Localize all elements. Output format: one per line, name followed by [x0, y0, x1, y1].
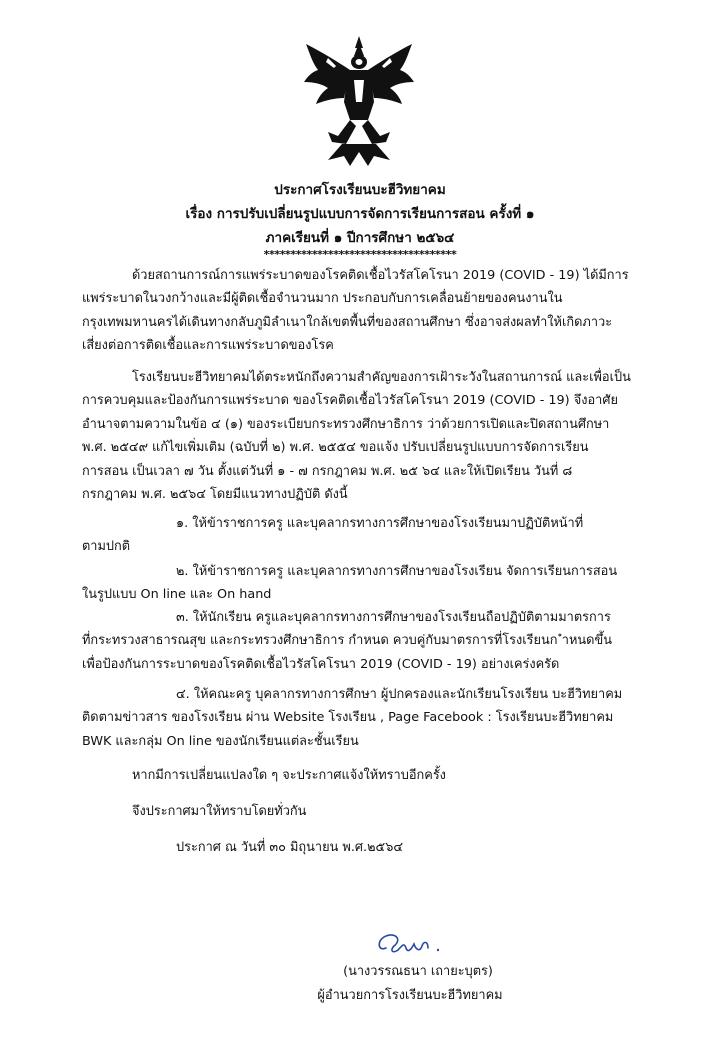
- guideline-line: ในรูปแบบ On line และ On hand: [82, 587, 272, 603]
- guideline-item-3: [82, 606, 657, 676]
- garuda-emblem-icon: [298, 32, 420, 170]
- announcement-subject: เรื่อง การปรับเปลี่ยนรูปแบบการจัดการเรียนการสอน ครั้งที่ ๑: [185, 206, 535, 222]
- handwritten-signature: [372, 926, 442, 960]
- paragraph-line: พ.ศ. ๒๕๔๙ แก้ไขเพิ่มเติม (ฉบับที่ ๒) พ.ศ. ๒๕๕๔ ขอแจ้ง ปรับเปลี่ยนรูปแบบการจัดการเรียน: [82, 440, 589, 456]
- announcement-date: ประกาศ ณ วันที่ ๓๐ มิถุนายน พ.ศ.๒๕๖๔: [176, 840, 404, 855]
- guideline-line: ตามปกติ: [82, 539, 131, 555]
- notice-general: จึงประกาศมาให้ทราบโดยทั่วกัน: [132, 804, 307, 819]
- paragraph-line: การสอน เป็นเวลา ๗ วัน ตั้งแต่วันที่ ๑ - ๗ กรกฎาคม พ.ศ. ๒๕ ๖๔ และให้เปิดเรียน วันที่ ๘: [82, 463, 573, 479]
- guideline-line: ๒. ให้ข้าราชการครู และบุคลากรทางการศึกษาของโรงเรียน จัดการเรียนการสอน: [176, 564, 618, 579]
- signer-name: (นางวรรณธนา เถายะบุตร): [343, 964, 493, 979]
- guideline-item-4: [82, 683, 657, 753]
- guideline-line: ๔. ให้คณะครู บุคลากรทางการศึกษา ผู้ปกครองและนักเรียนโรงเรียน บะฮีวิทยาคม: [176, 687, 623, 702]
- paragraph-line: อำนาจตามความในข้อ ๔ (๑) ของระเบียบกระทรวงศึกษาธิการ ว่าด้วยการเปิดและปิดสถานศึกษา: [82, 416, 610, 432]
- signer-position: ผู้อำนวยการโรงเรียนบะฮีวิทยาคม: [317, 988, 503, 1003]
- paragraph-line: กรกฎาคม พ.ศ. ๒๕๖๔ โดยมีแนวทางปฏิบัติ ดังนี้: [82, 487, 348, 503]
- paragraph-line: กรุงเทพมหานครได้เดินทางกลับภูมิลำเนาใกล้เขตพื้นที่ของสถานศึกษา ซึ่งอาจส่งผลทำให้เกิดภาวะ: [82, 314, 613, 330]
- paragraph-line: การควบคุมและป้องกันการแพร่ระบาด ของโรคติดเชื้อไวรัสโคโรนา 2019 (COVID - 19) จึงอาศัย: [82, 393, 618, 409]
- guideline-line: เพื่อป้องกันการระบาดของโรคติดเชื้อไวรัสโคโรนา 2019 (COVID - 19) อย่างเคร่งครัด: [82, 656, 560, 672]
- announcement-term: ภาคเรียนที่ ๑ ปีการศึกษา ๒๕๖๔: [265, 230, 455, 246]
- guideline-item-1: [82, 512, 657, 559]
- guideline-line: ติดตามข่าวสาร ของโรงเรียน ผ่าน Website โรงเรียน , Page Facebook : โรงเรียนบะฮีวิทยาคม: [82, 710, 614, 726]
- guideline-line: ๓. ให้นักเรียน ครูและบุคลากรทางการศึกษาของโรงเรียนถือปฏิบัติตามมาตรการ: [176, 610, 611, 625]
- paragraph-line: โรงเรียนบะฮีวิทยาคมได้ตระหนักถึงความสำคัญของการเฝ้าระวังในสถานการณ์ และเพื่อเป็น: [132, 370, 631, 385]
- guideline-line: ๑. ให้ข้าราชการครู และบุคลากรทางการศึกษาของโรงเรียนมาปฏิบัติหน้าที่: [176, 516, 584, 531]
- separator-line: ************************************: [263, 248, 457, 261]
- paragraph-line: แพร่ระบาดในวงกว้างและมีผู้ติดเชื้อจำนวนมาก ประกอบกับการเคลื่อนย้ายของคนงานใน: [82, 291, 563, 307]
- guideline-item-2: [82, 560, 657, 607]
- paragraph-school-action: [82, 366, 657, 506]
- paragraph-situation: [82, 264, 657, 358]
- paragraph-line: เสี่ยงต่อการติดเชื้อและการแพร่ระบาดของโรค: [82, 338, 334, 354]
- notice-change: หากมีการเปลี่ยนแปลงใด ๆ จะประกาศแจ้งให้ทราบอีกครั้ง: [132, 768, 446, 783]
- announcement-title: ประกาศโรงเรียนบะฮีวิทยาคม: [274, 182, 446, 198]
- guideline-line: ที่กระทรวงสาธารณสุข และกระทรวงศึกษาธิการ กำหนด ควบคู่กับมาตรการที่โรงเรียนก ำหนดขึ้น: [82, 633, 612, 649]
- paragraph-line: ด้วยสถานการณ์การแพร่ระบาดของโรคติดเชื้อไวรัสโคโรนา 2019 (COVID - 19) ได้มีการ: [132, 268, 629, 283]
- guideline-line: BWK และกลุ่ม On line ของนักเรียนแต่ละชั้นเรียน: [82, 733, 359, 749]
